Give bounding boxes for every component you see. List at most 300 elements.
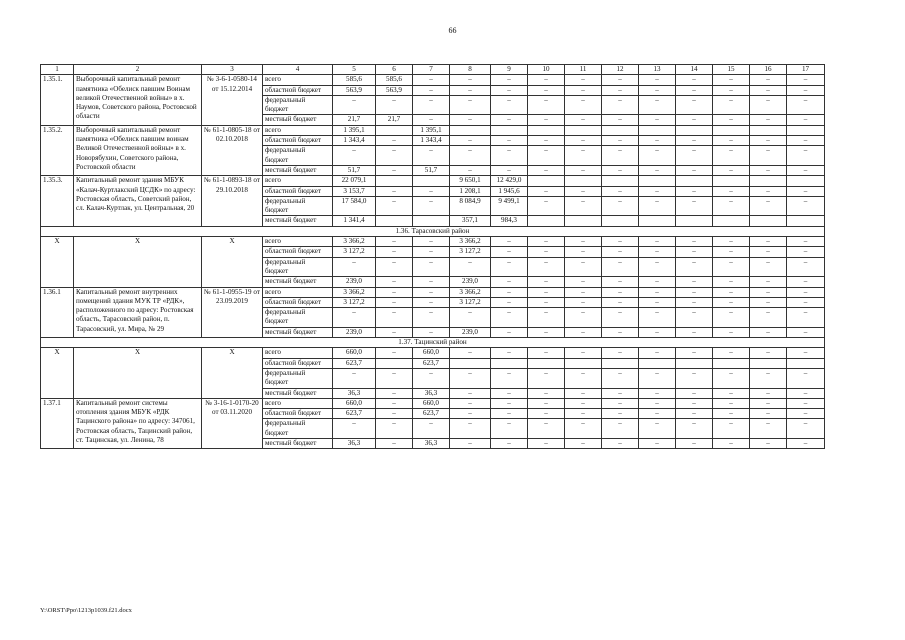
budget-label: федеральный бюджет [263, 308, 333, 328]
object-document: № 3-16-1-0170-20 от 03.11.2020 [202, 398, 263, 448]
value-cell: 660,0 [413, 398, 450, 408]
value-cell: – [639, 297, 676, 307]
value-cell: 36,3 [333, 438, 376, 448]
value-cell: 239,0 [333, 327, 376, 337]
value-cell: – [413, 237, 450, 247]
value-cell: – [787, 146, 825, 166]
value-cell: – [713, 388, 750, 398]
value-cell: – [713, 247, 750, 257]
value-cell [376, 176, 413, 186]
value-cell [450, 125, 491, 135]
value-cell: 357,1 [450, 216, 491, 226]
value-cell: – [376, 409, 413, 419]
budget-table [40, 64, 825, 449]
value-cell: – [639, 287, 676, 297]
value-cell: – [787, 398, 825, 408]
value-cell: 21,7 [376, 115, 413, 125]
value-cell: – [491, 348, 528, 358]
table-row [41, 287, 825, 297]
value-cell: – [413, 368, 450, 388]
value-cell: – [413, 247, 450, 257]
value-cell: – [602, 95, 639, 115]
value-cell: – [528, 257, 565, 277]
budget-label: местный бюджет [263, 115, 333, 125]
value-cell: – [450, 419, 491, 439]
value-cell: – [491, 368, 528, 388]
value-cell: – [787, 388, 825, 398]
value-cell: – [413, 196, 450, 216]
value-cell: 585,6 [376, 75, 413, 85]
value-cell: – [413, 287, 450, 297]
value-cell: – [450, 398, 491, 408]
value-cell: – [413, 327, 450, 337]
value-cell: – [602, 388, 639, 398]
value-cell: – [639, 277, 676, 287]
value-cell [676, 176, 713, 186]
column-header: 9 [491, 65, 528, 75]
value-cell: – [491, 247, 528, 257]
value-cell [639, 176, 676, 186]
value-cell: – [565, 237, 602, 247]
value-cell: – [602, 257, 639, 277]
value-cell: 3 366,2 [333, 287, 376, 297]
value-cell: – [413, 308, 450, 328]
value-cell [602, 125, 639, 135]
budget-label: всего [263, 176, 333, 186]
column-header: 13 [639, 65, 676, 75]
value-cell: – [491, 297, 528, 307]
value-cell: – [565, 398, 602, 408]
value-cell: – [676, 115, 713, 125]
value-cell: – [413, 95, 450, 115]
value-cell: – [639, 388, 676, 398]
value-cell: – [450, 368, 491, 388]
value-cell: – [602, 277, 639, 287]
value-cell: – [639, 419, 676, 439]
budget-label: областной бюджет [263, 186, 333, 196]
value-cell: – [713, 297, 750, 307]
value-cell: – [639, 186, 676, 196]
value-cell: – [602, 368, 639, 388]
value-cell: – [713, 327, 750, 337]
value-cell: – [750, 287, 787, 297]
value-cell: – [639, 398, 676, 408]
budget-label: местный бюджет [263, 165, 333, 175]
budget-label: местный бюджет [263, 438, 333, 448]
value-cell: – [565, 297, 602, 307]
value-cell [528, 358, 565, 368]
budget-label: всего [263, 348, 333, 358]
object-number: 1.35.3. [41, 176, 74, 226]
value-cell [376, 216, 413, 226]
value-cell: – [491, 115, 528, 125]
value-cell: – [787, 165, 825, 175]
value-cell: – [450, 95, 491, 115]
value-cell: – [639, 237, 676, 247]
value-cell: 3 127,2 [450, 247, 491, 257]
value-cell: – [639, 165, 676, 175]
value-cell [565, 125, 602, 135]
value-cell: – [565, 186, 602, 196]
budget-label: федеральный бюджет [263, 95, 333, 115]
value-cell: – [528, 247, 565, 257]
table-row [41, 348, 825, 358]
value-cell: 660,0 [413, 348, 450, 358]
budget-label: областной бюджет [263, 409, 333, 419]
value-cell [376, 358, 413, 368]
value-cell [639, 216, 676, 226]
value-cell: – [376, 438, 413, 448]
value-cell: – [528, 348, 565, 358]
value-cell: – [565, 438, 602, 448]
value-cell: – [528, 287, 565, 297]
value-cell: – [602, 398, 639, 408]
value-cell: – [713, 196, 750, 216]
budget-label: местный бюджет [263, 216, 333, 226]
value-cell: – [450, 308, 491, 328]
value-cell [413, 216, 450, 226]
value-cell: – [750, 257, 787, 277]
value-cell: 3 366,2 [450, 287, 491, 297]
value-cell [713, 216, 750, 226]
value-cell: – [787, 277, 825, 287]
column-header: 2 [74, 65, 202, 75]
value-cell: – [491, 277, 528, 287]
value-cell: – [602, 247, 639, 257]
object-number: 1.37.1 [41, 398, 74, 448]
value-cell: 1 395,1 [413, 125, 450, 135]
value-cell: – [713, 136, 750, 146]
budget-label: всего [263, 398, 333, 408]
value-cell: – [565, 146, 602, 166]
page-number: 66 [448, 26, 457, 35]
value-cell: 9 499,1 [491, 196, 528, 216]
value-cell: – [639, 308, 676, 328]
value-cell: – [491, 409, 528, 419]
value-cell: – [787, 75, 825, 85]
value-cell: – [639, 146, 676, 166]
value-cell: – [413, 277, 450, 287]
value-cell: – [676, 308, 713, 328]
value-cell: – [565, 419, 602, 439]
budget-label: областной бюджет [263, 247, 333, 257]
district-header-row [41, 338, 825, 348]
column-header: 14 [676, 65, 713, 75]
value-cell: – [787, 237, 825, 247]
value-cell: – [450, 146, 491, 166]
value-cell: – [639, 348, 676, 358]
value-cell: – [750, 277, 787, 287]
column-header: 15 [713, 65, 750, 75]
value-cell: 1 945,6 [491, 186, 528, 196]
value-cell [565, 216, 602, 226]
column-header: 17 [787, 65, 825, 75]
value-cell: – [787, 136, 825, 146]
value-cell: – [676, 398, 713, 408]
value-cell: – [491, 165, 528, 175]
column-header: 4 [263, 65, 333, 75]
value-cell [491, 125, 528, 135]
value-cell [713, 125, 750, 135]
value-cell: – [491, 237, 528, 247]
value-cell: – [676, 136, 713, 146]
value-cell: 1 343,4 [333, 136, 376, 146]
budget-label: всего [263, 237, 333, 247]
value-cell: – [750, 308, 787, 328]
value-cell: – [639, 75, 676, 85]
x-mark-number: Х [41, 237, 74, 287]
value-cell: – [413, 297, 450, 307]
value-cell [528, 216, 565, 226]
value-cell: – [450, 257, 491, 277]
table-row [41, 125, 825, 135]
column-header: 5 [333, 65, 376, 75]
value-cell: – [491, 85, 528, 95]
value-cell [450, 358, 491, 368]
budget-label: всего [263, 125, 333, 135]
value-cell: – [787, 95, 825, 115]
value-cell: 3 153,7 [333, 186, 376, 196]
object-document: № 61-1-0955-19 от 23.09.2019 [202, 287, 263, 337]
value-cell: – [376, 308, 413, 328]
value-cell: – [713, 398, 750, 408]
value-cell: – [376, 186, 413, 196]
value-cell: – [713, 409, 750, 419]
value-cell: – [333, 95, 376, 115]
value-cell: – [713, 348, 750, 358]
value-cell [528, 176, 565, 186]
object-document: № 61-1-0805-18 от 02.10.2018 [202, 125, 263, 175]
value-cell: – [750, 115, 787, 125]
value-cell: – [676, 247, 713, 257]
value-cell [639, 358, 676, 368]
value-cell: – [713, 237, 750, 247]
value-cell [750, 216, 787, 226]
value-cell: – [750, 196, 787, 216]
value-cell: – [639, 136, 676, 146]
value-cell: – [787, 257, 825, 277]
value-cell: – [713, 438, 750, 448]
value-cell: – [639, 115, 676, 125]
value-cell: – [676, 237, 713, 247]
value-cell: 1 341,4 [333, 216, 376, 226]
value-cell: – [413, 115, 450, 125]
value-cell: 563,9 [333, 85, 376, 95]
budget-label: областной бюджет [263, 136, 333, 146]
value-cell: 21,7 [333, 115, 376, 125]
value-cell: – [491, 287, 528, 297]
value-cell: – [528, 398, 565, 408]
value-cell: – [639, 257, 676, 277]
value-cell: – [787, 297, 825, 307]
value-cell: – [602, 186, 639, 196]
value-cell: – [333, 257, 376, 277]
value-cell: – [602, 115, 639, 125]
value-cell: – [376, 368, 413, 388]
value-cell [639, 125, 676, 135]
value-cell: – [376, 146, 413, 166]
budget-label: федеральный бюджет [263, 146, 333, 166]
value-cell: – [750, 388, 787, 398]
value-cell: – [450, 438, 491, 448]
value-cell: – [787, 348, 825, 358]
value-cell: 1 208,1 [450, 186, 491, 196]
value-cell: – [676, 419, 713, 439]
value-cell: – [676, 409, 713, 419]
value-cell [602, 176, 639, 186]
value-cell: – [676, 438, 713, 448]
value-cell: 36,3 [413, 438, 450, 448]
value-cell: 1 395,1 [333, 125, 376, 135]
value-cell: 984,3 [491, 216, 528, 226]
value-cell [413, 176, 450, 186]
value-cell: – [333, 308, 376, 328]
value-cell: 22 079,1 [333, 176, 376, 186]
value-cell [676, 125, 713, 135]
value-cell [602, 216, 639, 226]
column-header: 6 [376, 65, 413, 75]
value-cell: 51,7 [333, 165, 376, 175]
value-cell: – [676, 95, 713, 115]
budget-label: областной бюджет [263, 358, 333, 368]
value-cell: – [676, 287, 713, 297]
value-cell: – [528, 95, 565, 115]
value-cell [750, 176, 787, 186]
value-cell [676, 358, 713, 368]
value-cell: 3 366,2 [450, 237, 491, 247]
table-row [41, 398, 825, 408]
value-cell: – [376, 95, 413, 115]
value-cell: 3 127,2 [333, 247, 376, 257]
value-cell: – [676, 257, 713, 277]
value-cell: – [376, 287, 413, 297]
budget-label: федеральный бюджет [263, 257, 333, 277]
value-cell: – [750, 327, 787, 337]
district-header: 1.36. Тарасовский район [41, 226, 825, 236]
value-cell [787, 358, 825, 368]
value-cell: – [376, 419, 413, 439]
column-header: 3 [202, 65, 263, 75]
budget-label: областной бюджет [263, 297, 333, 307]
value-cell: – [750, 95, 787, 115]
budget-label: областной бюджет [263, 85, 333, 95]
value-cell: – [528, 146, 565, 166]
value-cell: – [376, 196, 413, 216]
value-cell: 239,0 [333, 277, 376, 287]
value-cell: – [565, 327, 602, 337]
value-cell: – [639, 247, 676, 257]
value-cell: – [639, 95, 676, 115]
value-cell: – [750, 85, 787, 95]
object-number: 1.35.2. [41, 125, 74, 175]
value-cell: – [491, 136, 528, 146]
value-cell: 36,3 [333, 388, 376, 398]
value-cell: – [602, 308, 639, 328]
value-cell: – [450, 85, 491, 95]
value-cell: – [376, 136, 413, 146]
value-cell: – [450, 409, 491, 419]
value-cell: – [787, 438, 825, 448]
value-cell: – [713, 277, 750, 287]
value-cell: – [750, 368, 787, 388]
value-cell: – [676, 196, 713, 216]
value-cell: 239,0 [450, 327, 491, 337]
value-cell: – [676, 75, 713, 85]
value-cell: – [750, 146, 787, 166]
budget-label: всего [263, 75, 333, 85]
value-cell: – [450, 136, 491, 146]
value-cell: – [450, 115, 491, 125]
value-cell: – [787, 115, 825, 125]
table-header-row [41, 65, 825, 75]
table-row [41, 75, 825, 85]
value-cell: – [750, 438, 787, 448]
value-cell: – [713, 75, 750, 85]
value-cell: – [676, 348, 713, 358]
value-cell: 51,7 [413, 165, 450, 175]
object-document: № 61-1-0893-18 от 29.10.2018 [202, 176, 263, 226]
value-cell [491, 358, 528, 368]
value-cell: – [528, 419, 565, 439]
value-cell: – [565, 247, 602, 257]
column-header: 12 [602, 65, 639, 75]
value-cell: – [676, 85, 713, 95]
object-name: Капитальный ремонт здания МБУК «Калач-Куртлакский ЦСДК» по адресу: Ростовская область, Советский район, сл. Калач-Куртлак, ул. Центральная, 20 [74, 176, 202, 226]
value-cell: – [565, 136, 602, 146]
value-cell: – [676, 388, 713, 398]
value-cell: – [602, 348, 639, 358]
value-cell: – [639, 438, 676, 448]
value-cell: – [413, 419, 450, 439]
district-header: 1.37. Тацинский район [41, 338, 825, 348]
value-cell: 17 584,0 [333, 196, 376, 216]
value-cell: – [713, 368, 750, 388]
value-cell: 8 084,9 [450, 196, 491, 216]
value-cell: – [639, 327, 676, 337]
value-cell: – [491, 327, 528, 337]
value-cell: – [565, 409, 602, 419]
value-cell: – [565, 388, 602, 398]
value-cell: – [787, 308, 825, 328]
value-cell: – [491, 398, 528, 408]
value-cell [602, 358, 639, 368]
value-cell: – [376, 237, 413, 247]
value-cell: – [413, 257, 450, 277]
value-cell: 660,0 [333, 398, 376, 408]
value-cell: – [713, 146, 750, 166]
value-cell: – [750, 237, 787, 247]
column-header: 1 [41, 65, 74, 75]
value-cell: – [565, 308, 602, 328]
value-cell [713, 358, 750, 368]
value-cell: – [713, 257, 750, 277]
value-cell: – [565, 95, 602, 115]
value-cell [676, 216, 713, 226]
value-cell: – [376, 297, 413, 307]
value-cell: – [602, 136, 639, 146]
object-name: Капитальный ремонт системы отопления здания МБУК «РДК Тацинского района» по адресу: 347061, Ростовская область, Тацинский район, ст. Тацинская, ул. Ленина, 78 [74, 398, 202, 448]
value-cell: – [376, 348, 413, 358]
value-cell: – [450, 348, 491, 358]
column-header: 16 [750, 65, 787, 75]
value-cell: – [602, 196, 639, 216]
value-cell: – [602, 409, 639, 419]
value-cell: – [787, 85, 825, 95]
table-row [41, 176, 825, 186]
value-cell: – [602, 237, 639, 247]
column-header: 10 [528, 65, 565, 75]
value-cell: – [787, 368, 825, 388]
